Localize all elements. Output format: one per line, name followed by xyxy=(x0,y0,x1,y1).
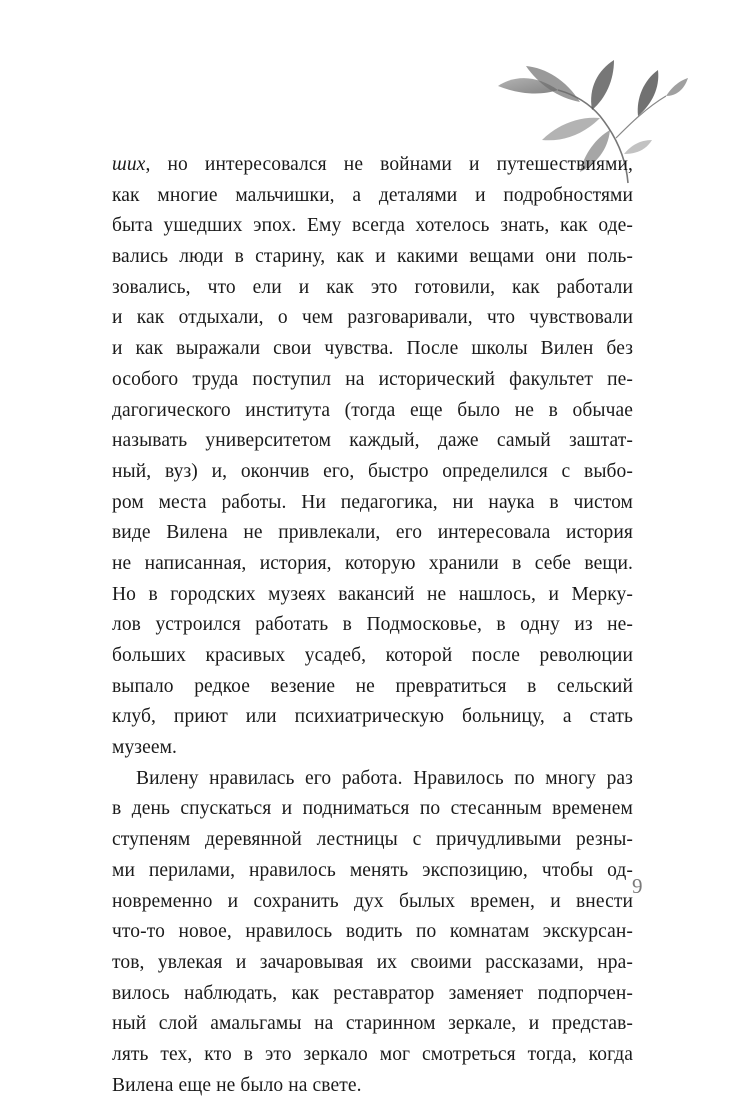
text-line: быта ушедших эпох. Ему всегда хотелось знать, как оде- xyxy=(112,215,633,237)
text-line: в день спускаться и подниматься по стесанным временем xyxy=(112,798,633,820)
text-line: ный, вуз) и, окончив его, быстро определился с выбо- xyxy=(112,460,633,482)
text-line: лять тех, кто в это зеркало мог смотреться тогда, когда xyxy=(112,1043,633,1065)
text-line: ми перилами, нравилось менять экспозицию, чтобы од- xyxy=(112,859,633,881)
text-line: виде Вилена не привлекали, его интересовала история xyxy=(112,522,633,544)
text-line: ступеням деревянной лестницы с причудливыми резны- xyxy=(112,829,633,851)
text-line: вались люди в старину, как и какими вещами они поль- xyxy=(112,246,633,268)
text-line: музеем. xyxy=(112,737,178,759)
page-number: 9 xyxy=(632,874,643,898)
text-line: лов устроился работать в Подмосковье, в одну из не- xyxy=(112,614,633,636)
text-line: дагогического института (тогда еще было не в обычае xyxy=(112,399,633,421)
text-line: особого труда поступил на исторический факультет пе- xyxy=(112,368,633,390)
text-line: и как отдыхали, о чем разговаривали, что чувствовали xyxy=(112,307,633,329)
text-line: ный слой амальгамы на старинном зеркале, и представ- xyxy=(112,1013,633,1035)
text-line: что-то новое, нравилось водить по комнатам экскурсан- xyxy=(112,921,633,943)
text-line-rest: , но интересовался не войнами и путешествиями, xyxy=(145,154,633,175)
body-text xyxy=(112,150,633,1101)
text-line: Вилена еще не было на свете. xyxy=(112,1074,362,1096)
text-line: как многие мальчишки, а деталями и подробностями xyxy=(112,184,633,206)
text-line: вилось наблюдать, как реставратор заменяет подпорчен- xyxy=(112,982,633,1004)
text-line: ром места работы. Ни педагогика, ни наука в чистом xyxy=(112,491,633,513)
text-line: новременно и сохранить дух былых времен, и внести xyxy=(112,890,633,912)
text-line: зовались, что ели и как это готовили, как работали xyxy=(112,276,633,298)
text-line: Вилену нравилась его работа. Нравилось по многу раз xyxy=(136,767,633,789)
text-line xyxy=(112,150,633,181)
text-line: больших красивых усадеб, которой после революции xyxy=(112,645,633,666)
text-line: выпало редкое везение не превратиться в сельский xyxy=(112,675,633,697)
text-line: тов, увлекая и зачаровывая их своими рассказами, нра- xyxy=(112,951,633,973)
text-line: и как выражали свои чувства. После школы Вилен без xyxy=(112,338,633,360)
text-line: не написанная, история, которую хранили в себе вещи. xyxy=(112,552,633,574)
text-line-italic-lead: ших xyxy=(112,154,146,175)
text-line: Но в городских музеях вакансий не нашлось, и Мерку- xyxy=(112,583,633,605)
text-line: клуб, приют или психиатрическую больницу, а стать xyxy=(112,706,633,728)
text-line: называть университетом каждый, даже самый заштат- xyxy=(112,430,633,452)
